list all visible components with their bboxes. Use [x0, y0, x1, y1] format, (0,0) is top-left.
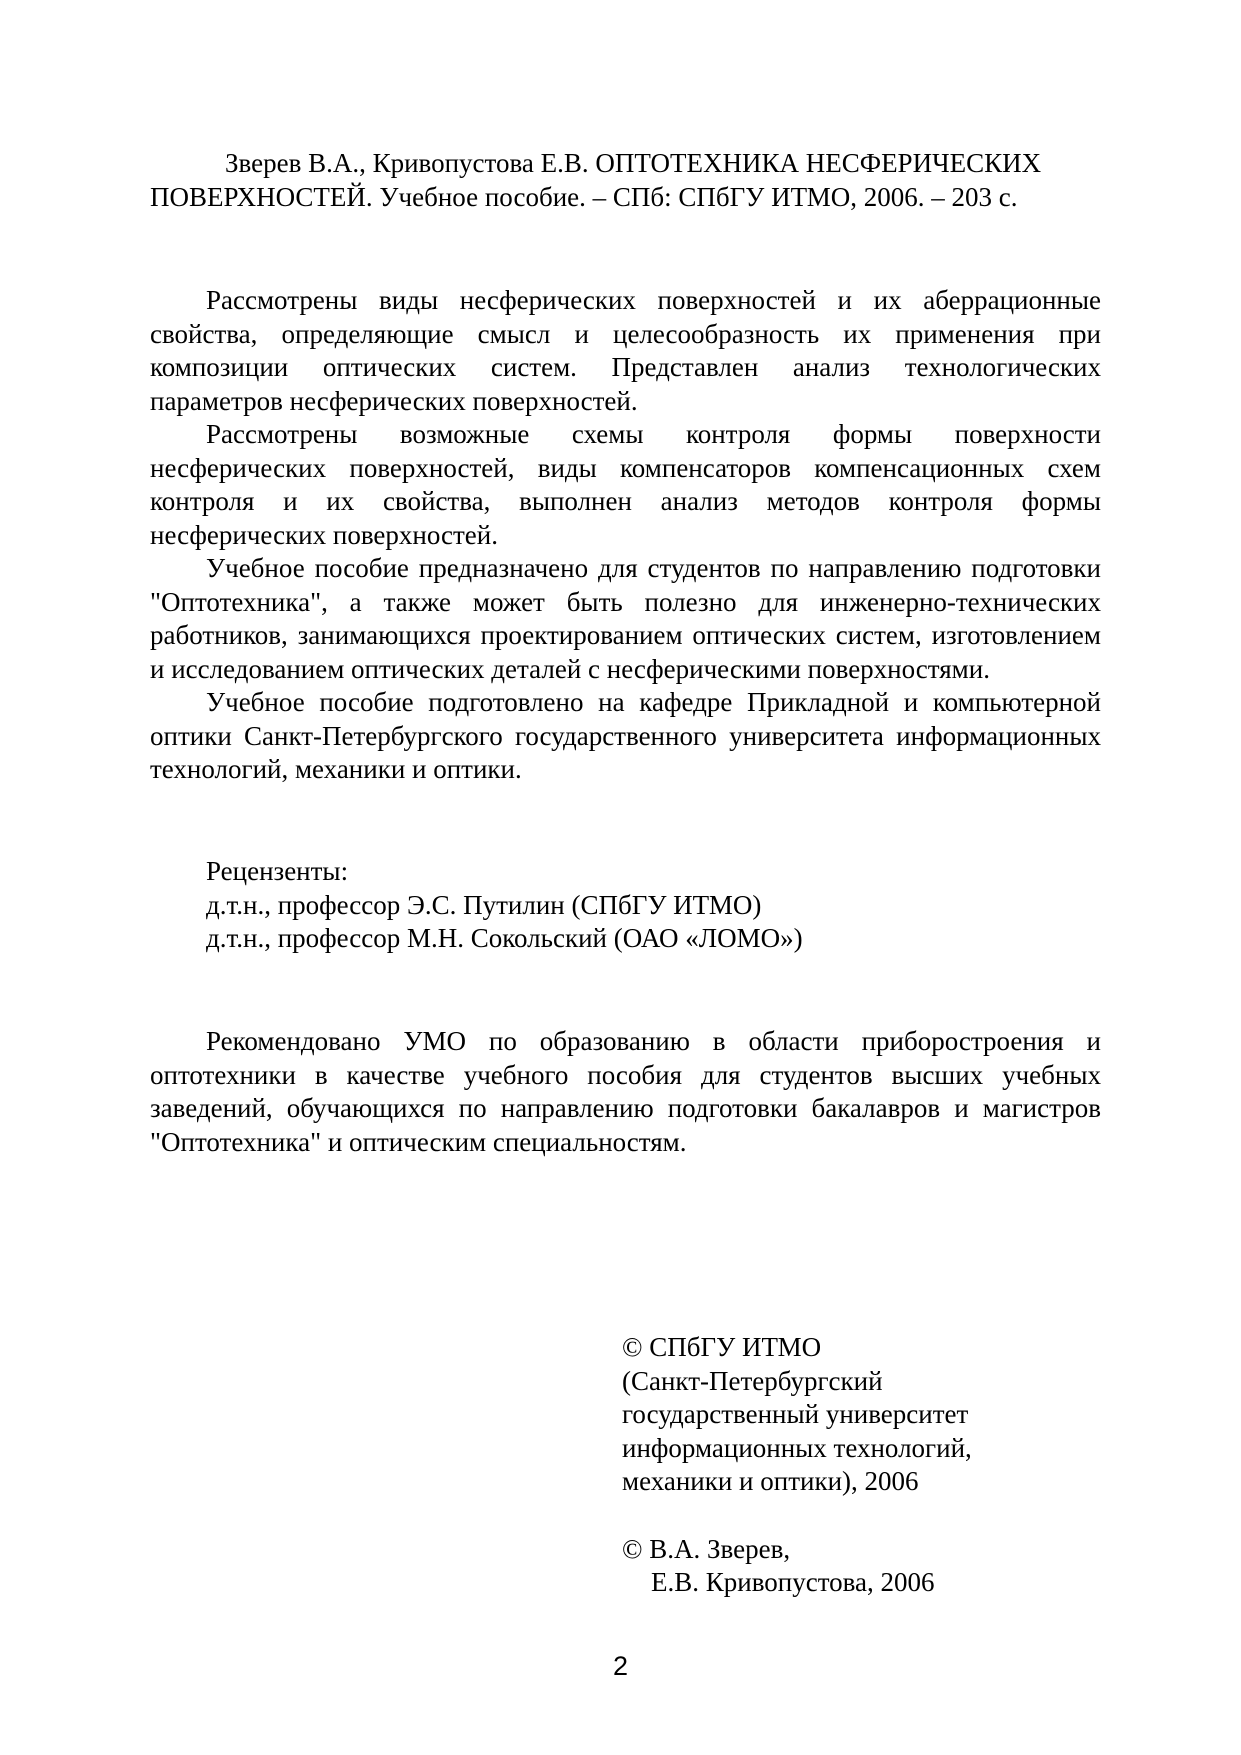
- reviewer-item: д.т.н., профессор М.Н. Сокольский (ОАО «ЛОМО»): [206, 923, 803, 953]
- reviewers-heading: Рецензенты:: [206, 856, 349, 886]
- copyright-line: информационных технологий,: [622, 1432, 972, 1463]
- copyright-authors-line: © В.А. Зверев,: [622, 1533, 791, 1564]
- copyright-institution: [622, 1331, 1082, 1499]
- copyright-line: © СПбГУ ИТМО: [622, 1332, 822, 1362]
- abstract-paragraph: Учебное пособие предназначено для студентов по направлению подготовки "Оптотехника", а также может быть полезно для инженерно-технических работников, занимающихся проектированием оптических систем, изготовлением и исследованием оптических деталей с несферическими поверхностями.: [150, 553, 1101, 684]
- reviewers-section: [206, 855, 1006, 956]
- bibliographic-text: Зверев В.А., Кривопустова Е.В. ОПТОТЕХНИКА НЕСФЕРИЧЕСКИХ ПОВЕРХНОСТЕЙ. Учебное пособие. – СПб: СПбГУ ИТМО, 2006. – 203 с.: [150, 148, 1042, 212]
- copyright-section: [622, 1331, 1082, 1600]
- recommendation-section: [150, 1025, 1101, 1159]
- bibliographic-record: [150, 147, 1101, 214]
- page-number: 2: [612, 1651, 629, 1681]
- abstract-paragraph: Учебное пособие подготовлено на кафедре Прикладной и компьютерной оптики Санкт-Петербургского государственного университета информационных технологий, механики и оптики.: [150, 687, 1101, 784]
- copyright-authors: [622, 1533, 1082, 1600]
- copyright-authors-line: Е.В. Кривопустова, 2006: [651, 1567, 935, 1597]
- reviewer-item: д.т.н., профессор Э.С. Путилин (СПбГУ ИТМО): [206, 889, 762, 920]
- recommendation-text: Рекомендовано УМО по образованию в области приборостроения и оптотехники в качестве учебного пособия для студентов высших учебных заведений, обучающихся по направлению подготовки бакалавров и магистров "Оптотехника" и оптическим специальностям.: [150, 1026, 1101, 1157]
- copyright-line: механики и оптики), 2006: [622, 1466, 919, 1496]
- abstract-paragraph: Рассмотрены виды несферических поверхностей и их аберрационные свойства, определяющие смысл и целесообразность их применения при композиции оптических систем. Представлен анализ технологических параметров несферических поверхностей.: [150, 285, 1101, 416]
- abstract-paragraph: Рассмотрены возможные схемы контроля формы поверхности несферических поверхностей, виды компенсаторов компенсационных схем контроля и их свойства, выполнен анализ методов контроля формы несферических поверхностей.: [150, 419, 1101, 550]
- abstract: [150, 284, 1101, 787]
- copyright-spacer: [622, 1499, 1082, 1533]
- copyright-line: государственный университет: [622, 1399, 969, 1429]
- copyright-line: (Санкт-Петербургский: [622, 1365, 883, 1396]
